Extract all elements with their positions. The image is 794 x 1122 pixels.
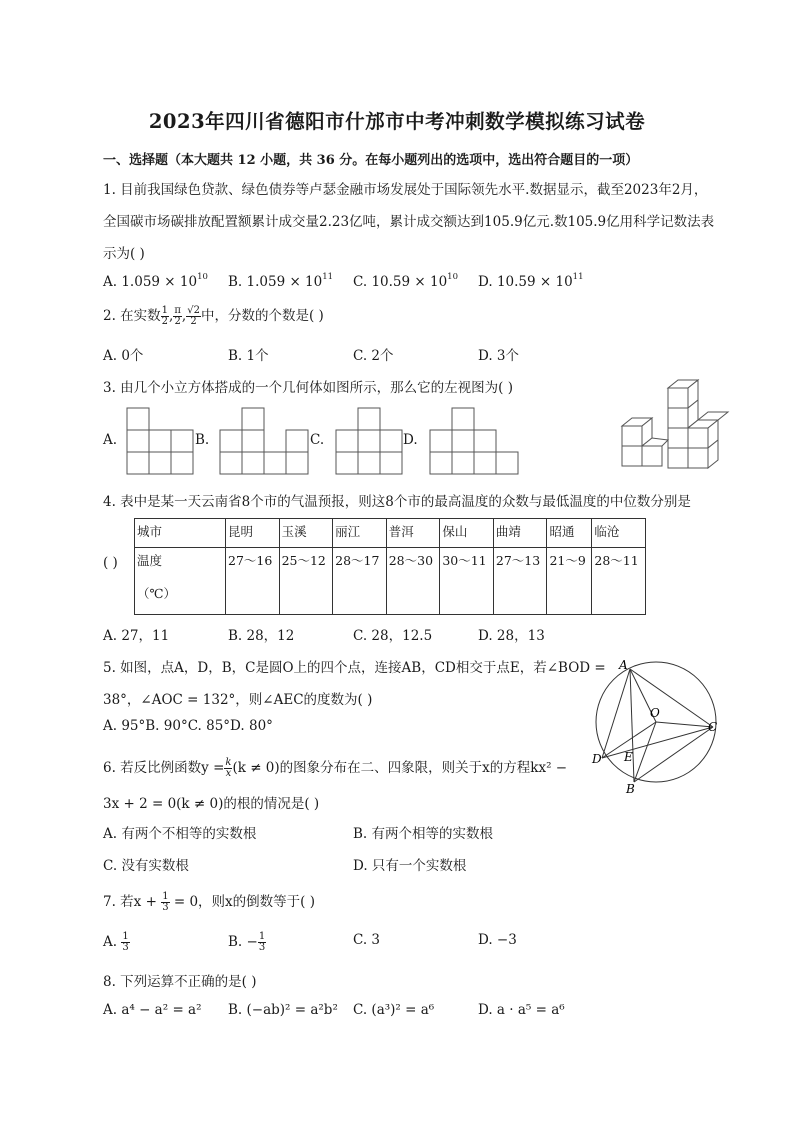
q5-line2: 38°，∠AOC = 132°，则∠AEC的度数为( ) [103,692,373,708]
table-header-cell: 临沧 [592,519,646,548]
label-e: E [624,750,633,764]
q8-option-c[interactable]: C. (a³)² = a⁶ [353,1002,435,1018]
fraction-pi-half: $\frac{\pi}{2}$ [174,305,181,327]
q2-stem: 2. 在实数 $\frac{1}{2}$ , $\frac{\pi}{2}$ , $\frac{√2}{2}$ 中，分数的个数是( ) [103,305,324,327]
q1-line1: 1. 目前我国绿色贷款、绿色债券等卢瑟金融市场发展处于国际领先水平.数据显示，截至2023年2月， [103,182,708,198]
page-title: 2023年四川省德阳市什邡市中考冲刺数学模拟练习试卷 [148,110,646,133]
view-b [220,408,308,474]
label-d: D [592,752,602,766]
table-header-cell: 丽江 [333,519,387,548]
table-header-cell: 城市 [135,519,226,548]
q3-stem: 3. 由几个小立方体搭成的一个几何体如图所示，那么它的左视图为( ) [103,380,513,396]
table-cell: 27～13 [493,548,547,615]
q4-option-c[interactable]: C. 28，12.5 [353,628,433,644]
q4-paren: ( ) [103,555,118,571]
q1-line3: 示为( ) [103,246,145,262]
q6-option-a[interactable]: A. 有两个不相等的实数根 [103,826,257,842]
label-o: O [650,706,660,720]
q7-option-a[interactable]: A. $\frac{1}{3}$ [103,931,129,953]
table-header-cell: 保山 [440,519,494,548]
q1-line2: 全国碳市场碳排放配置额累计成交量2.23亿吨，累计成交额达到105.9亿元.数105.9亿用科学记数法表 [103,214,715,230]
fraction-one-half: $\frac{1}{2}$ [161,305,169,327]
q8-option-a[interactable]: A. a⁴ − a² = a² [103,1002,202,1018]
q6-line1: 6. 若反比例函数y = $\frac{k}{x}$ (k ≠ 0)的图象分布在二、四象限，则关于x的方程kx² − [103,757,568,779]
q3-label-d[interactable]: D. [403,432,418,448]
q5-options[interactable]: A. 95°B. 90°C. 85°D. 80° [103,718,273,734]
q7-stem: 7. 若x + $\frac{1}{3}$ = 0，则x的倒数等于( ) [103,891,315,913]
q6-option-b[interactable]: B. 有两个相等的实数根 [353,826,494,842]
q8-stem: 8. 下列运算不正确的是( ) [103,974,257,990]
table-cell: 27～16 [226,548,280,615]
table-cell: 28～30 [386,548,440,615]
q1-option-a[interactable]: A. $1.059 \times 10^{10}$ [103,272,208,290]
q2-option-c[interactable]: C. 2个 [353,348,394,364]
fraction-one-third: $\frac{1}{3}$ [162,891,169,913]
fraction-k-over-x: $\frac{k}{x}$ [225,757,232,779]
view-c [336,408,402,474]
q2-option-d[interactable]: D. 3个 [478,348,520,364]
q3-label-c[interactable]: C. [310,432,325,448]
table-cell: 25～12 [279,548,333,615]
table-header-cell: 普洱 [386,519,440,548]
circle-figure [586,655,726,795]
q7-option-b[interactable]: B. − $\frac{1}{3}$ [228,931,266,953]
q1-option-c[interactable]: C. $10.59 \times 10^{10}$ [353,272,458,290]
label-b: B [626,782,635,795]
table-header-cell: 昆明 [226,519,280,548]
view-a [127,408,193,474]
view-d [430,408,518,474]
label-c: C [708,720,718,734]
q8-option-b[interactable]: B. (−ab)² = a²b² [228,1002,338,1018]
q7-option-c[interactable]: C. 3 [353,932,381,948]
table-cell: 21～9 [547,548,592,615]
q3-label-b[interactable]: B. [195,432,210,448]
fraction-root2-half: $\frac{√2}{2}$ [187,305,200,327]
q8-option-d[interactable]: D. a · a⁵ = a⁶ [478,1002,565,1018]
table-header-cell: 玉溪 [279,519,333,548]
q4-option-a[interactable]: A. 27，11 [103,628,170,644]
table-cell: 30～11 [440,548,494,615]
section-heading: 一、选择题（本大题共 12 小题，共 36 分。在每小题列出的选项中，选出符合题目的一项） [103,153,639,168]
table-row [135,519,646,548]
q1-option-b[interactable]: B. $1.059 \times 10^{11}$ [228,272,334,290]
table-header-cell: 曲靖 [493,519,547,548]
table-row-label: 温度 （℃） [135,548,226,615]
temperature-table [134,518,646,615]
q2-option-b[interactable]: B. 1个 [228,348,269,364]
q6-option-c[interactable]: C. 没有实数根 [103,858,189,874]
q4-stem: 4. 表中是某一天云南省8个市的气温预报，则这8个市的最高温度的众数与最低温度的中位数分别是 [103,494,691,510]
q1-option-d[interactable]: D. $10.59 \times 10^{11}$ [478,272,584,290]
q4-option-b[interactable]: B. 28，12 [228,628,295,644]
q3-label-a[interactable]: A. [103,432,118,448]
table-cell: 28～17 [333,548,387,615]
q4-option-d[interactable]: D. 28，13 [478,628,545,644]
q6-line2: 3x + 2 = 0(k ≠ 0)的根的情况是( ) [103,796,320,812]
q6-option-d[interactable]: D. 只有一个实数根 [353,858,467,874]
q5-line1: 5. 如图，点A，D，B，C是圆O上的四个点，连接AB，CD相交于点E，若∠BOD = [103,660,606,676]
cube-stack-figure [622,380,728,468]
table-header-cell: 昭通 [547,519,592,548]
q3-views-figure [0,0,794,480]
table-cell: 28～11 [592,548,646,615]
table-row [135,548,646,615]
label-a: A [619,658,628,672]
q7-option-d[interactable]: D. −3 [478,932,517,948]
q2-option-a[interactable]: A. 0个 [103,348,144,364]
